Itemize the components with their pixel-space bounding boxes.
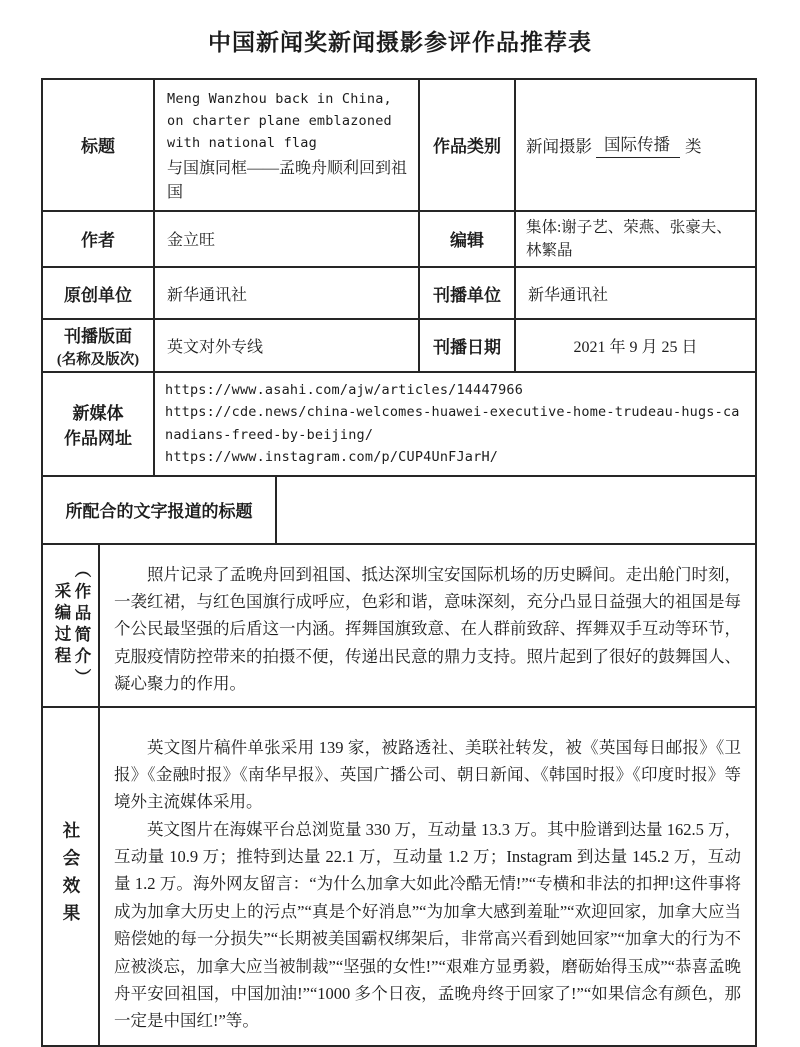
row-title: [43, 80, 755, 212]
url-text: https://cde.news/china-welcomes-huawei-executive-home-trudeau-hugs-canadians-freed-by-beijing/: [165, 404, 740, 443]
category-prefix: 新闻摄影: [526, 136, 592, 156]
title-label: 标题: [43, 80, 155, 210]
title-english-text: Meng Wanzhou back in China, on charter plane emblazoned with national flag: [167, 91, 392, 151]
url-text: https://www.instagram.com/p/CUP4UnFJarH/: [165, 449, 499, 466]
publish-unit-value: 新华通讯社: [528, 286, 609, 304]
row-new-media: [43, 373, 755, 477]
publish-page-label-line1: 刊播版面: [64, 327, 132, 347]
category-suffix: 类: [685, 136, 702, 156]
new-media-label: [43, 373, 155, 475]
publish-date-value: 2021 年 9 月 25 日: [573, 339, 698, 357]
new-media-url-cell: [155, 373, 755, 475]
category-underlined: 国际传播: [596, 131, 680, 158]
publish-page-label-line2: (名称及版次): [56, 352, 140, 369]
recommendation-table: [41, 78, 757, 1047]
title-value-cell: [155, 80, 420, 210]
social-effect-paragraph-2: 英文图片在海媒平台总浏览量 330 万，互动量 13.3 万。其中脸谱到达量 162.5 万，互动量 10.9 万；推特到达量 22.1 万，互动量 1.2 万；Instagram 到达量 145.2 万，互动量 1.2 万。海外网友留言：“为什么加拿大如此冷酷无情!”“专横和非法的扣押!这件事将成为加拿大历史上的污点”“真是个好消息”“为加拿大感到羞耻”“欢迎回家，加拿大应当赔偿她的每一分损失”“长期被美国霸权绑架后，非常高兴看到她回家”“加拿大的行为不应被淡忘，加拿大应当被制裁”“坚强的女性!”“艰难方显勇毅，磨砺始得玉成”“恭喜孟晚舟平安回祖国，中国加油!”“1000 多个日夜，孟晚舟终于回家了!”“如果信念有颜色，那一定是中国红!”等。: [114, 819, 741, 1031]
process-label-right: （作品简介）: [71, 560, 91, 690]
process-value-cell: [100, 545, 755, 706]
editor-value: 集体:谢子艺、荣燕、张豪夫、林繁晶: [526, 218, 732, 259]
new-media-label-line2: 作品网址: [64, 428, 132, 448]
social-effect-paragraph-1: 英文图片稿件单张采用 139 家，被路透社、美联社转发，被《英国每日邮报》《卫报》《金融时报》《南华早报》、英国广播公司、朝日新闻、《韩国时报》《印度时报》等境外主流媒体采用。: [114, 737, 741, 812]
social-effect-value-cell: [100, 708, 755, 1045]
process-label-cell: [43, 545, 100, 706]
author-value: 金立旺: [155, 212, 420, 267]
publish-date-label: 刊播日期: [420, 320, 516, 371]
publish-page-label: [43, 320, 155, 371]
original-unit-value: 新华通讯社: [155, 268, 420, 318]
process-label-left: 采编过程: [52, 582, 71, 669]
url-text: https://www.asahi.com/ajw/articles/14447966: [165, 382, 524, 399]
row-process: [43, 545, 755, 708]
category-label: 作品类别: [420, 80, 516, 210]
row-author: [43, 212, 755, 269]
publish-page-value: 英文对外专线: [155, 320, 420, 371]
row-social-effect: [43, 708, 755, 1045]
related-report-value: [277, 477, 755, 543]
row-publish-page: [43, 320, 755, 373]
row-original-unit: [43, 268, 755, 320]
author-label: 作者: [43, 212, 155, 267]
title-chinese-text: 与国旗同框——孟晚舟顺利回到祖国: [167, 159, 408, 201]
social-effect-label: 社会效果: [61, 821, 81, 932]
editor-label: 编辑: [420, 212, 516, 267]
process-vertical-label: [51, 561, 90, 690]
related-report-label: 所配合的文字报道的标题: [43, 477, 277, 543]
page-title: 中国新闻奖新闻摄影参评作品推荐表: [208, 30, 592, 55]
process-paragraph: 照片记录了孟晚舟回到祖国、抵达深圳宝安国际机场的历史瞬间。走出舱门时刻，一袭红裙，与红色国旗行成呼应，色彩和谐，意味深刻，充分凸显日益强大的祖国是每个公民最坚强的后盾这一内涵。挥舞国旗致意、在人群前致辞、挥舞双手互动等环节，克服疫情防控带来的拍摄不便，传递出民意的鼎力支持。照片起到了很好的鼓舞国人、凝心聚力的作用。: [114, 564, 741, 694]
social-effect-label-cell: [43, 708, 100, 1045]
original-unit-label: 原创单位: [43, 268, 155, 318]
row-related-report: [43, 477, 755, 545]
category-value-cell: [516, 80, 755, 210]
new-media-label-line1: 新媒体: [72, 403, 124, 423]
publish-unit-label: 刊播单位: [420, 268, 516, 318]
